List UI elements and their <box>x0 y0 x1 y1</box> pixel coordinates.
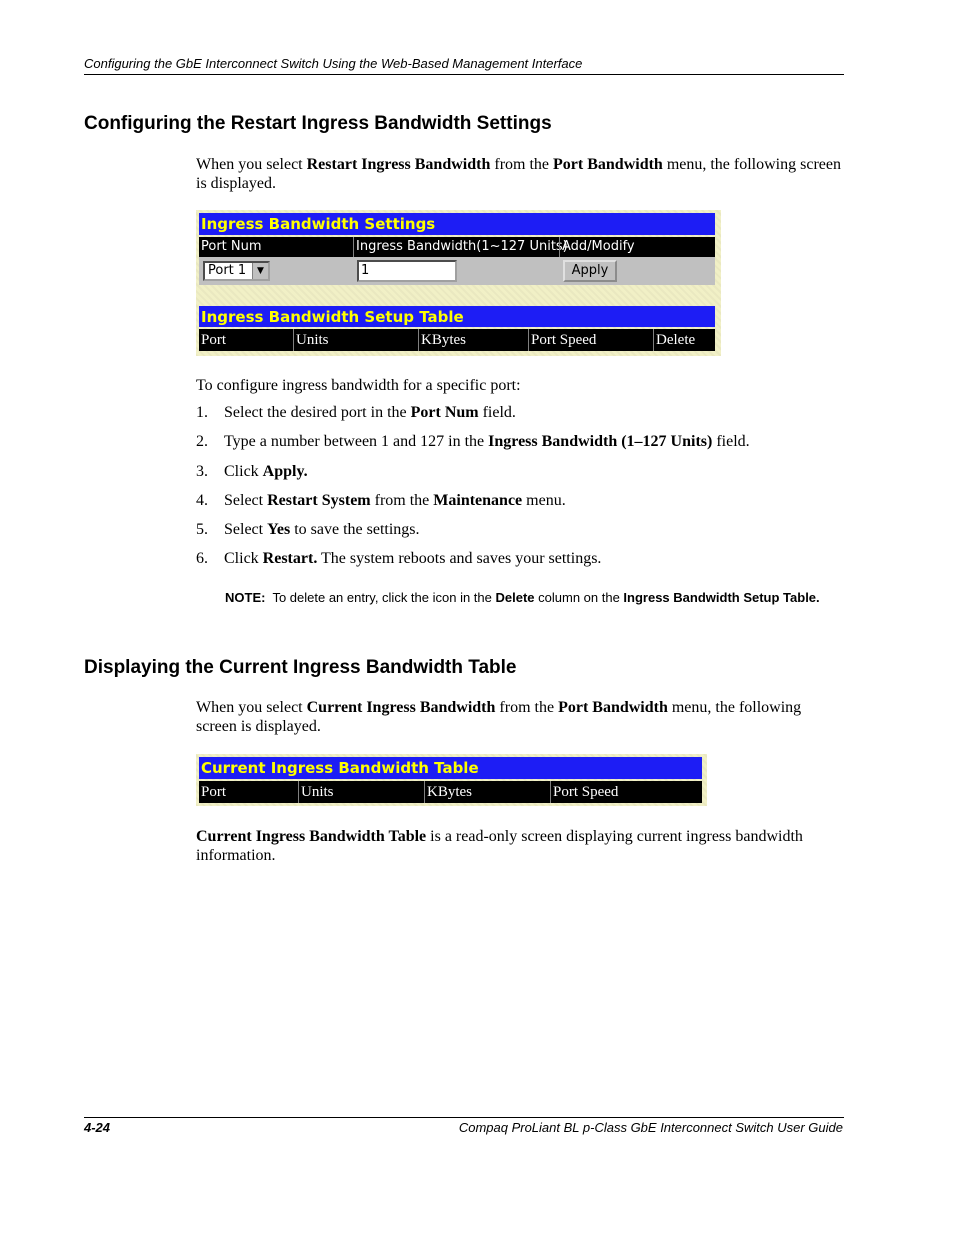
current-table-header-row <box>199 781 702 803</box>
configure-intro: To configure ingress bandwidth for a specific port: <box>196 377 521 394</box>
chevron-down-icon[interactable]: ▼ <box>252 263 268 279</box>
section2-intro-paragraph: When you select Current Ingress Bandwidth from the Port Bandwidth menu, the following screen is displayed. <box>196 699 802 735</box>
settings-header-row <box>199 237 715 257</box>
note-delete-entry: NOTE: To delete an entry, click the icon in the Delete column on the Ingress Bandwidth Setup Table. <box>225 590 820 605</box>
step-6: 6. Click Restart. The system reboots and saves your settings. <box>196 550 602 567</box>
column-units: Units <box>298 781 424 803</box>
column-add-modify: Add/Modify <box>559 237 715 257</box>
settings-title-bar: Ingress Bandwidth Settings <box>199 213 715 235</box>
step-2: 2. Type a number between 1 and 127 in the Ingress Bandwidth (1–127 Units) field. <box>196 433 750 450</box>
step-5: 5. Select Yes to save the settings. <box>196 521 420 538</box>
current-ingress-bandwidth-screenshot <box>196 754 707 806</box>
section-heading-restart-ingress: Configuring the Restart Ingress Bandwidth Settings <box>84 113 552 134</box>
footer-rule <box>84 1117 844 1118</box>
column-delete: Delete <box>653 329 715 351</box>
column-kbytes: KBytes <box>418 329 528 351</box>
header-rule <box>84 74 844 75</box>
step-1: 1. Select the desired port in the Port Num field. <box>196 404 516 421</box>
page-number: 4-24 <box>84 1120 111 1135</box>
port-num-select-value: Port 1 <box>208 263 247 278</box>
ingress-bandwidth-settings-screenshot <box>196 210 721 356</box>
setup-table-title-bar: Ingress Bandwidth Setup Table <box>199 306 715 327</box>
column-kbytes: KBytes <box>424 781 550 803</box>
section2-closing-paragraph: Current Ingress Bandwidth Table is a read-only screen displaying current ingress bandwidth information. <box>196 828 803 864</box>
column-port: Port <box>201 784 227 800</box>
settings-input-row <box>199 257 715 285</box>
column-port-speed: Port Speed <box>528 329 653 351</box>
column-port-num: Port Num <box>201 239 262 254</box>
column-ingress-bandwidth: Ingress Bandwidth(1~127 Units) <box>353 237 559 257</box>
ingress-bandwidth-input[interactable]: 1 <box>357 260 457 282</box>
guide-title: Compaq ProLiant BL p-Class GbE Interconnect Switch User Guide <box>458 1120 843 1135</box>
port-num-select[interactable] <box>203 261 270 281</box>
running-header: Configuring the GbE Interconnect Switch Using the Web-Based Management Interface <box>84 56 583 71</box>
setup-table-header-row <box>199 329 715 351</box>
current-table-title-bar: Current Ingress Bandwidth Table <box>199 757 702 779</box>
column-units: Units <box>293 329 418 351</box>
step-3: 3. Click Apply. <box>196 463 308 480</box>
column-port: Port <box>201 332 227 348</box>
step-4: 4. Select Restart System from the Maintenance menu. <box>196 492 566 509</box>
section-heading-current-ingress: Displaying the Current Ingress Bandwidth Table <box>84 657 517 678</box>
column-port-speed: Port Speed <box>550 781 702 803</box>
apply-button[interactable]: Apply <box>563 260 617 282</box>
section1-intro-paragraph: When you select Restart Ingress Bandwidth from the Port Bandwidth menu, the following screen is displayed. <box>196 156 841 192</box>
